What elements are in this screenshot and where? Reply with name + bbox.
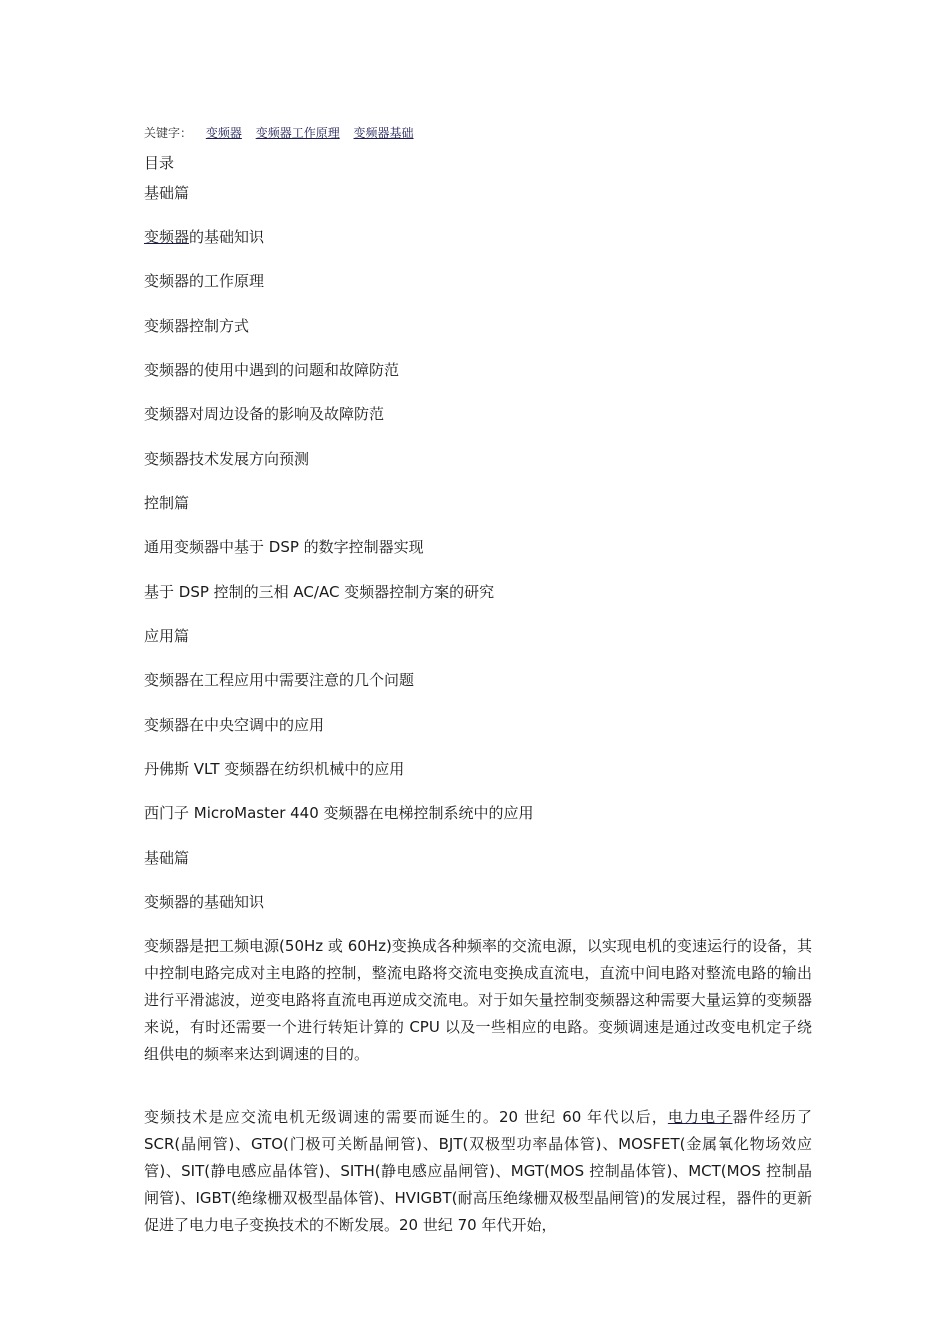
toc-item-dsp-ac-ac: 基于 DSP 控制的三相 AC/AC 变频器控制方案的研究 [144, 583, 495, 601]
keyword-link-basics[interactable]: 变频器基础 [353, 126, 414, 140]
toc-item-central-ac: 变频器在中央空调中的应用 [144, 716, 325, 734]
paragraph-inverter-definition: 变频器是把工频电源(50Hz 或 60Hz)变换成各种频率的交流电源，以实现电机的变速运行的设备，其中控制电路完成对主电路的控制，整流电路将交流电变换成直流电，直流中间电路对整流电路的输出进行平滑滤波，逆变电路将直流电再逆成交流电。对于如矢量控制变频器这种需要大量运算的变频器来说，有时还需要一个进行转矩计算的 CPU 以及一些相应的电路。变频调速是通过改变电机定子绕组供电的频率来达到调速的目的。 [144, 937, 812, 1063]
inverter-link[interactable]: 变频器 [144, 228, 190, 246]
paragraph-text: 器件经历了 SCR(晶闸管)、GTO(门极可关断晶闸管)、BJT(双极型功率晶体管)、MOSFET(金属氧化物场效应管)、SIT(静电感应晶体管)、SITH(静电感应晶闸管)、MGT(MOS 控制晶体管)、MCT(MOS 控制晶闸管)、IGBT(绝缘栅双极型晶体管)、HVIGBT(耐高压绝缘栅双极型晶闸管)的发展过程，器件的更新促进了电力电子变换技术的不断发展。20 世纪 70 年代开始， [144, 1108, 812, 1234]
paragraph-text: 变频技术是应交流电机无级调速的需要而诞生的。20 世纪 60 年代以后， [144, 1108, 668, 1126]
toc-item-danfoss-textile: 丹佛斯 VLT 变频器在纺织机械中的应用 [144, 760, 405, 778]
toc-item-working-principle: 变频器的工作原理 [144, 272, 265, 290]
keywords-bar [144, 124, 414, 141]
keyword-link-working-principle[interactable]: 变频器工作原理 [255, 126, 340, 140]
toc-item-engineering-issues: 变频器在工程应用中需要注意的几个问题 [144, 671, 415, 689]
toc-section-basic: 基础篇 [144, 184, 190, 202]
toc-item-usage-problems: 变频器的使用中遇到的问题和故障防范 [144, 361, 400, 379]
keywords-label: 关键字： [144, 126, 193, 140]
toc-item-text: 的基础知识 [189, 228, 265, 246]
toc-section-application: 应用篇 [144, 627, 190, 645]
toc-item-control-methods: 变频器控制方式 [144, 317, 250, 335]
toc-item-dsp-controller: 通用变频器中基于 DSP 的数字控制器实现 [144, 538, 424, 556]
paragraph-frequency-conversion-history [144, 1104, 812, 1239]
toc-item-peripheral-effects: 变频器对周边设备的影响及故障防范 [144, 405, 385, 423]
toc-item-siemens-elevator: 西门子 MicroMaster 440 变频器在电梯控制系统中的应用 [144, 804, 534, 822]
toc-item-tech-trends: 变频器技术发展方向预测 [144, 450, 310, 468]
section-heading-basic: 基础篇 [144, 849, 190, 867]
sub-heading-basic-knowledge: 变频器的基础知识 [144, 893, 265, 911]
power-electronics-link[interactable]: 电力电子 [667, 1108, 733, 1126]
toc-title: 目录 [144, 154, 175, 172]
toc-section-control: 控制篇 [144, 494, 190, 512]
toc-item-basic-knowledge [144, 227, 264, 247]
keyword-link-inverter[interactable]: 变频器 [205, 126, 242, 140]
